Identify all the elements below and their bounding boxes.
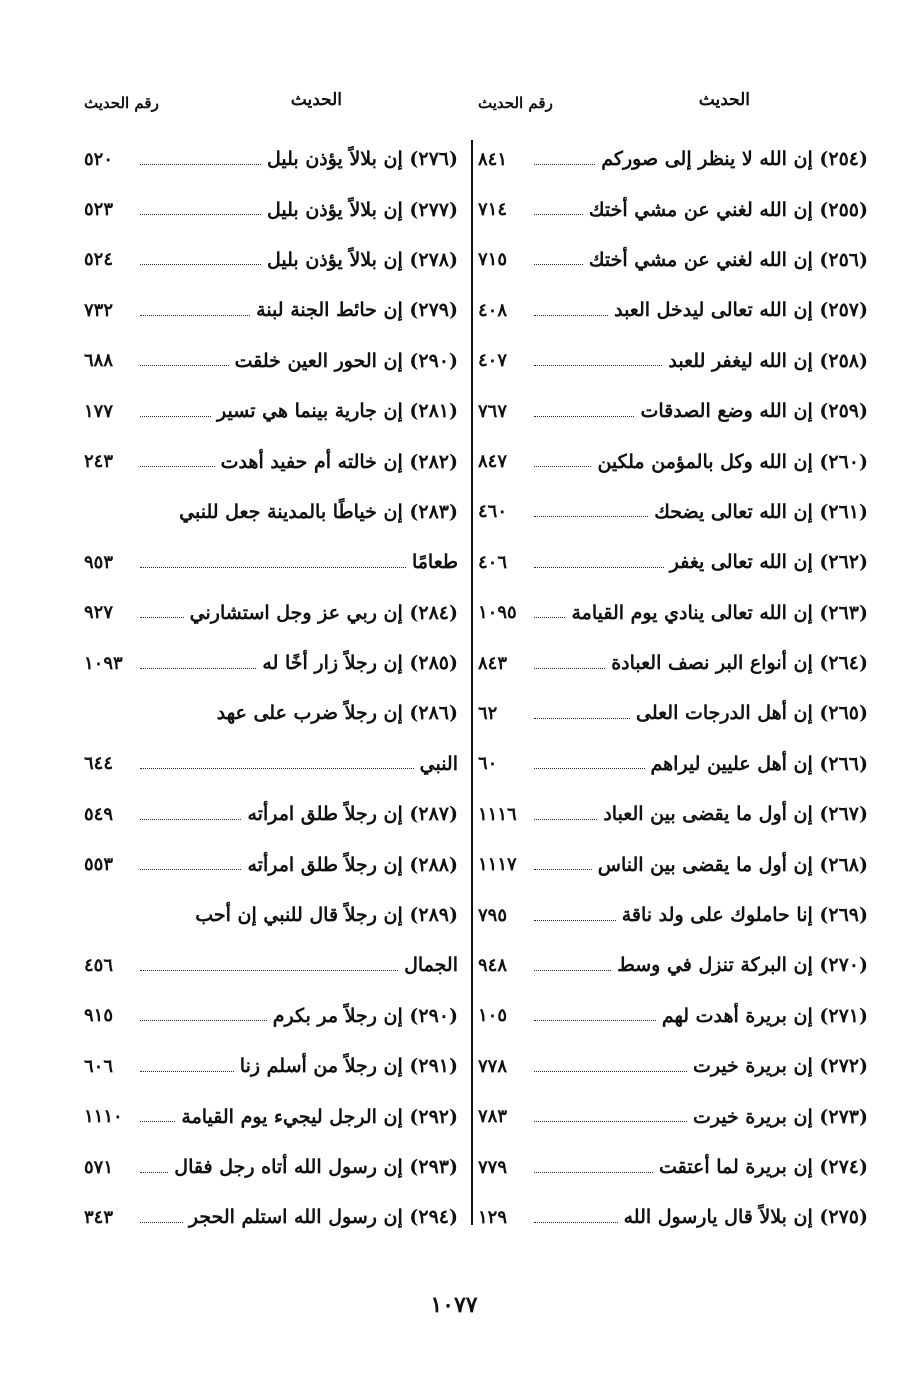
index-entry [478, 890, 868, 940]
entry-title: (٢٦٨) إن أول ما يقضى بين الناس [597, 853, 868, 876]
entry-number: ١١١٠ [84, 1106, 123, 1128]
leader-dots [534, 164, 595, 165]
entry-number: ٧١٤ [478, 199, 508, 221]
leader-dots [534, 365, 662, 366]
leader-dots [534, 1172, 653, 1173]
leader-dots [140, 1121, 175, 1122]
index-entry [84, 839, 458, 889]
entry-number: ٩٤٨ [478, 954, 508, 976]
leader-dots [534, 617, 565, 618]
entry-number: ٧٧٨ [478, 1055, 508, 1077]
entry-number: ٥٥٣ [84, 854, 114, 876]
entry-title: (٢٩١) إن رجلاً من أسلم زنا [239, 1055, 458, 1078]
leader-dots [140, 1222, 183, 1223]
leader-dots [534, 768, 645, 769]
index-entry [478, 940, 868, 990]
index-entry [84, 890, 458, 940]
entry-title: (٢٥٩) إن الله وضع الصدقات [640, 400, 868, 423]
index-entry [478, 588, 868, 638]
entry-title: (٢٩٢) إن الرجل ليجيء يوم القيامة [181, 1105, 458, 1128]
index-entry [478, 184, 868, 234]
entry-title: (٢٨٢) إن خالته أم حفيد أهدت [220, 450, 458, 473]
index-entry [478, 839, 868, 889]
entry-number: ٤٠٨ [478, 299, 508, 321]
entry-number: ١٠٥ [478, 1005, 508, 1027]
entry-number: ٦٨٨ [84, 350, 114, 372]
leader-dots [140, 970, 398, 971]
index-entry [84, 991, 458, 1041]
entry-title: (٢٦٧) إن أول ما يقضى بين العباد [603, 803, 868, 826]
entry-title: طعامًا [411, 551, 458, 574]
entry-number: ٦٢ [478, 702, 498, 724]
leader-dots [140, 214, 261, 215]
leader-dots [140, 365, 229, 366]
entry-title: (٢٧٥) إن بلالاً قال يارسول الله [623, 1206, 868, 1229]
entry-title: (٢٨٤) إن ربي عز وجل استشارني [189, 601, 458, 624]
left-column-header [84, 88, 458, 122]
entry-number: ٧١٥ [478, 249, 508, 271]
entry-title: (٢٩٣) إن رسول الله أتاه رجل فقال [174, 1156, 458, 1178]
left-entries [84, 134, 458, 1243]
leader-dots [140, 1020, 267, 1021]
index-entry [84, 688, 458, 738]
leader-dots [140, 416, 211, 417]
hadith-number-header: رقم الحديث [84, 94, 159, 112]
index-entry [478, 134, 868, 184]
entry-number: ٧٩٥ [478, 904, 508, 926]
entry-number: ٧٣٢ [84, 299, 114, 321]
entry-number: ١٠٩٥ [478, 602, 517, 624]
leader-dots [534, 970, 611, 971]
leader-dots [140, 567, 406, 568]
index-entry [478, 1192, 868, 1242]
entry-number: ٦٠٦ [84, 1055, 114, 1077]
entry-number: ١١١٦ [478, 803, 517, 825]
index-entry [84, 789, 458, 839]
hadith-number-header: رقم الحديث [478, 94, 553, 112]
index-entry [84, 1142, 458, 1192]
entry-number: ٩٢٧ [84, 602, 114, 624]
index-entry [84, 235, 458, 285]
index-entry [84, 436, 458, 486]
entry-number: ٤٠٧ [478, 350, 508, 372]
leader-dots [534, 315, 608, 316]
entry-title: (٢٧٢) إن بريرة خيرت [692, 1055, 868, 1078]
entry-number: ٤٥٦ [84, 954, 114, 976]
leader-dots [534, 466, 591, 467]
leader-dots [534, 567, 664, 568]
entry-title: (٢٧٦) إن بلالاً يؤذن بليل [267, 148, 458, 171]
index-entry [84, 285, 458, 335]
hadith-header: الحديث [698, 90, 750, 110]
entry-title: (٢٨٣) إن خياطًا بالمدينة جعل للنبي [179, 500, 458, 523]
index-entry [84, 184, 458, 234]
index-entry [478, 789, 868, 839]
entry-number: ٥٧١ [84, 1156, 114, 1178]
entry-number: ١١١٧ [478, 854, 517, 876]
leader-dots [140, 819, 241, 820]
index-entry [84, 1041, 458, 1091]
entry-title: (٢٥٦) إن الله لغني عن مشي أختك [588, 248, 868, 271]
entry-title: النبي [419, 752, 458, 775]
entry-number: ١٧٧ [84, 400, 114, 422]
index-entry [84, 1192, 458, 1242]
entry-number: ٥٢٣ [84, 199, 114, 221]
entry-number: ٩٥٣ [84, 551, 114, 573]
leader-dots [140, 466, 215, 467]
left-column [84, 88, 458, 1243]
index-entry [478, 739, 868, 789]
index-entry [478, 688, 868, 738]
entry-title: (٢٧٣) إن بريرة خيرت [692, 1105, 868, 1128]
index-entry [84, 386, 458, 436]
leader-dots [140, 315, 250, 316]
leader-dots [534, 1020, 656, 1021]
entry-title: (٢٨١) إن جارية بينما هي تسير [217, 400, 458, 423]
index-entry [478, 1142, 868, 1192]
index-entry [478, 638, 868, 688]
leader-dots [534, 516, 648, 517]
index-entry [84, 940, 458, 990]
entry-title: (٢٨٧) إن رجلاً طلق امرأته [247, 803, 458, 826]
entry-title: (٢٦٥) إن أهل الدرجات العلى [636, 702, 868, 725]
entry-title: (٢٧٧) إن بلالاً يؤذن بليل [267, 198, 458, 221]
entry-number: ٤٦٠ [478, 501, 508, 523]
leader-dots [534, 718, 630, 719]
entry-title: (٢٨٦) إن رجلاً ضرب على عهد [216, 702, 458, 725]
entry-title: (٢٧٨) إن بلالاً يؤذن بليل [267, 248, 458, 271]
leader-dots [534, 869, 592, 870]
index-entry [84, 739, 458, 789]
index-entry [84, 588, 458, 638]
index-entry [478, 336, 868, 386]
entry-title: (٢٩٤) إن رسول الله استلم الحجر [188, 1206, 458, 1229]
leader-dots [534, 920, 616, 921]
index-entry [478, 1041, 868, 1091]
hadith-header: الحديث [290, 90, 342, 110]
entry-number: ٦٤٤ [84, 753, 114, 775]
entry-title: (٢٥٤) إن الله لا ينظر إلى صوركم [601, 148, 868, 171]
entry-title: (٢٩٠) إن رجلاً مر بكرم [272, 1004, 458, 1027]
column-divider [471, 140, 473, 1225]
entry-title: (٢٦٤) إن أنواع البر نصف العبادة [611, 652, 868, 675]
right-column [478, 88, 868, 1243]
entry-title: (٢٦٩) إنا حاملوك على ولد ناقة [621, 904, 868, 927]
entry-title: (٢٧٠) إن البركة تنزل في وسط [617, 954, 868, 977]
leader-dots [140, 869, 241, 870]
entry-number: ٢٤٣ [84, 451, 114, 473]
index-entry [84, 134, 458, 184]
entry-number: ٧٦٧ [478, 400, 508, 422]
entry-title: (٢٥٧) إن الله تعالى ليدخل العبد [614, 299, 868, 322]
entry-title: (٢٦٠) إن الله وكل بالمؤمن ملكين [597, 450, 868, 473]
leader-dots [140, 768, 414, 769]
entry-number: ٣٤٣ [84, 1206, 114, 1228]
right-entries [478, 134, 868, 1243]
leader-dots [534, 214, 583, 215]
leader-dots [534, 668, 605, 669]
leader-dots [534, 264, 583, 265]
index-entry [84, 1091, 458, 1141]
leader-dots [534, 1222, 618, 1223]
entry-number: ٥٢٠ [84, 148, 114, 170]
entry-title: (٢٥٨) إن الله ليغفر للعبد [668, 349, 868, 372]
entry-title: (٢٧٩) إن حائط الجنة لبنة [256, 299, 458, 322]
entry-title: (٢٧٤) إن بريرة لما أعتقت [659, 1156, 868, 1178]
right-column-header [478, 88, 868, 122]
entry-title: (٢٦٦) إن أهل عليين ليراهم [650, 752, 868, 775]
entry-number: ٧٧٩ [478, 1156, 508, 1178]
leader-dots [534, 819, 597, 820]
entry-title: (٢٩٠) إن الحور العين خلقت [234, 349, 458, 372]
leader-dots [140, 1172, 168, 1173]
entry-title: الجمال [404, 954, 458, 977]
index-entry [84, 336, 458, 386]
entry-number: ٥٢٤ [84, 249, 114, 271]
entry-title: (٢٨٥) إن رجلاً زار أخًا له [262, 652, 458, 675]
entry-title: (٢٦١) إن الله تعالى يضحك [654, 500, 868, 523]
entry-title: (٢٥٥) إن الله لغني عن مشي أختك [588, 198, 868, 221]
entry-number: ٧٨٣ [478, 1106, 508, 1128]
index-entry [478, 285, 868, 335]
index-entry [84, 638, 458, 688]
index-entry [84, 487, 458, 537]
index-entry [478, 991, 868, 1041]
entry-number: ٨٤٧ [478, 451, 508, 473]
entry-title: (٢٨٩) إن رجلاً قال للنبي إن أحب [195, 904, 458, 927]
leader-dots [140, 668, 256, 669]
entry-number: ٨٤١ [478, 148, 508, 170]
entry-title: (٢٧١) إن بريرة أهدت لهم [661, 1004, 868, 1027]
entry-title: (٢٦٢) إن الله تعالى يغفر [669, 551, 868, 574]
entry-number: ١٠٩٣ [84, 652, 123, 674]
index-entry [84, 537, 458, 587]
entry-number: ٥٤٩ [84, 803, 114, 825]
entry-title: (٢٨٨) إن رجلاً طلق امرأته [247, 853, 458, 876]
index-entry [478, 235, 868, 285]
leader-dots [534, 416, 634, 417]
entry-number: ١٢٩ [478, 1206, 508, 1228]
leader-dots [534, 1121, 687, 1122]
index-entry [478, 487, 868, 537]
entry-number: ٤٠٦ [478, 551, 508, 573]
leader-dots [140, 164, 261, 165]
page-number: ١٠٧٧ [430, 1292, 478, 1318]
index-entry [478, 436, 868, 486]
entry-number: ٩١٥ [84, 1005, 114, 1027]
entry-number: ٦٠ [478, 753, 498, 775]
leader-dots [140, 264, 261, 265]
entry-number: ٨٤٣ [478, 652, 508, 674]
leader-dots [140, 617, 184, 618]
index-entry [478, 1091, 868, 1141]
index-entry [478, 386, 868, 436]
leader-dots [534, 1071, 687, 1072]
index-entry [478, 537, 868, 587]
entry-title: (٢٦٣) إن الله تعالى ينادي يوم القيامة [571, 601, 868, 624]
leader-dots [140, 1071, 234, 1072]
